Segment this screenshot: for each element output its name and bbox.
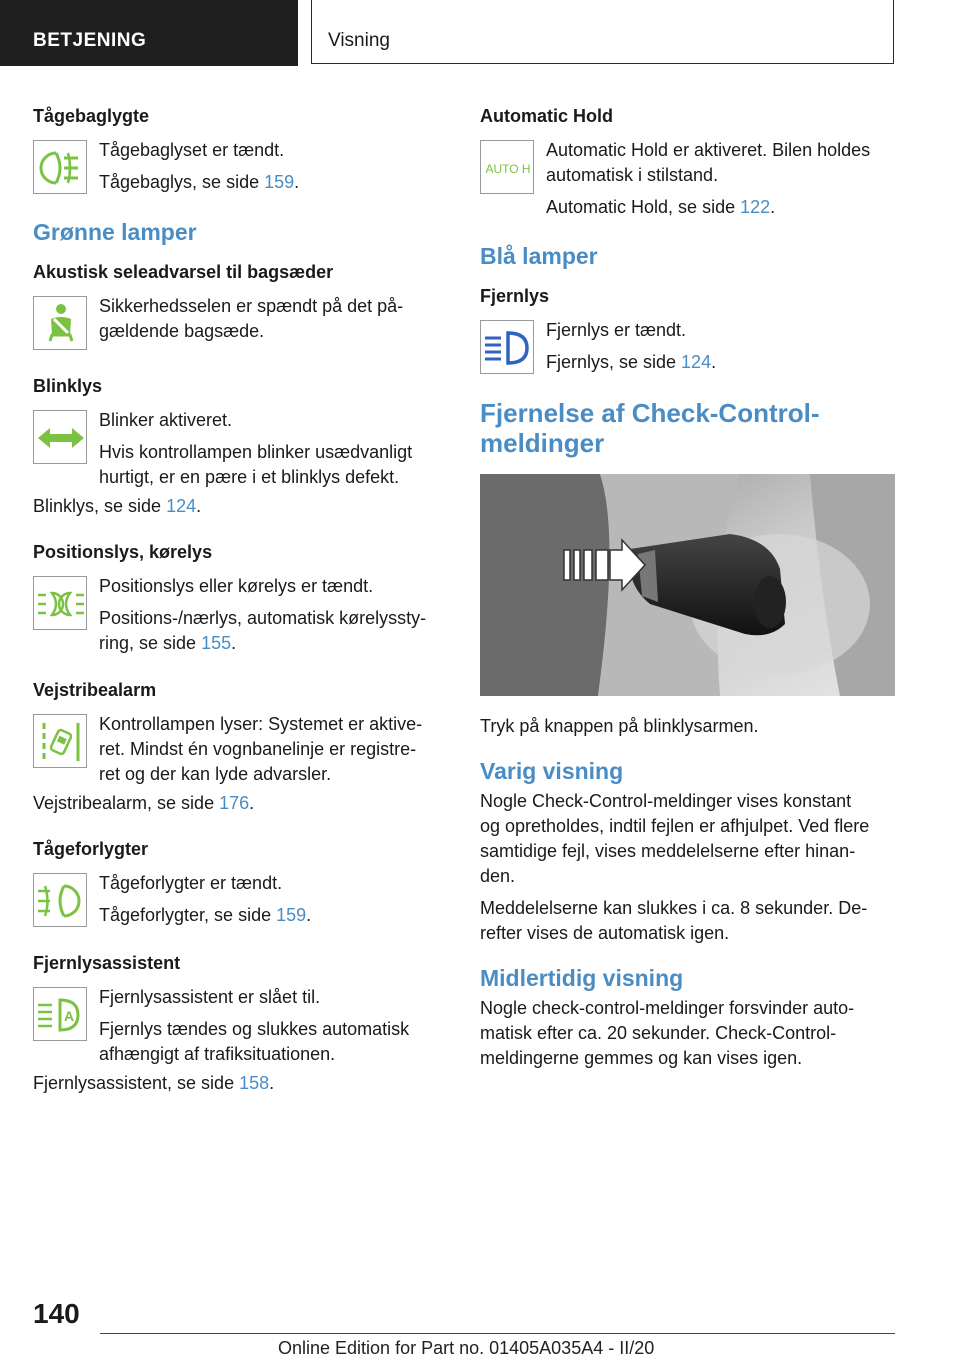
temporary-display-heading: Midlertidig visning <box>480 965 684 991</box>
permanent-display-heading: Varig visning <box>480 758 624 784</box>
page-link[interactable]: 159 <box>264 172 295 192</box>
blinker-ref: Blinklys, se side 124. <box>33 496 202 516</box>
autohold-ref: Automatic Hold, se side 122. <box>546 197 776 217</box>
page-link[interactable]: 176 <box>219 793 250 813</box>
autohold-line1: Automatic Hold er aktiveret. Bilen holdes <box>546 140 871 160</box>
page-header <box>0 0 960 66</box>
blinker-line3: hurtigt, er en pære i et blinklys defekt. <box>99 467 400 487</box>
position-line2: Positions-/nærlys, automatisk kørelyssty- <box>99 608 427 628</box>
highbeam-title: Fjernlys <box>480 286 550 306</box>
highbeam-line1: Fjernlys er tændt. <box>546 320 687 340</box>
lane-entry <box>33 712 445 787</box>
footer-divider <box>100 1333 895 1334</box>
check-control-removal-heading: Fjernelse af Check-Control- meldinger <box>480 398 820 458</box>
permanent-p1: Nogle Check-Control-meldinger vises konstant og opretholdes, indtil fejlen er afhjulpet. Ved flere samtidige fejl, vises meddelelserne efter hinan- den. <box>480 791 870 886</box>
front-fog-light-icon <box>33 873 87 927</box>
lane-title: Vejstribealarm <box>33 680 157 700</box>
green-lamps-heading: Grønne lamper <box>33 219 197 245</box>
high-beam-assist-icon <box>33 987 87 1041</box>
page-link[interactable]: 122 <box>740 197 771 217</box>
temporary-p1: Nogle check-control-meldinger forsvinder auto- matisk efter ca. 20 sekunder. Check-Control- meldingerne gemmes og kan vises igen. <box>480 998 855 1068</box>
position-ref: ring, se side 155. <box>99 633 237 653</box>
auto-hold-label: AUTO H <box>485 162 531 176</box>
fog-rear-title: Tågebaglygte <box>33 106 150 126</box>
autohold-title: Automatic Hold <box>480 106 613 126</box>
edition-note: Online Edition for Part no. 01405A035A4 - II/20 <box>278 1338 655 1358</box>
blue-lamps-heading: Blå lamper <box>480 243 598 269</box>
page-link[interactable]: 124 <box>681 352 712 372</box>
lane-line2: ret. Mindst én vognbanelinje er registre- <box>99 739 417 759</box>
seatbelt-icon <box>33 296 87 350</box>
right-column <box>480 104 896 1078</box>
seatbelt-entry <box>33 294 445 352</box>
highbeam-ref: Fjernlys, se side 124. <box>546 352 717 372</box>
high-beam-icon <box>480 320 534 374</box>
page-link[interactable]: 158 <box>239 1073 270 1093</box>
highbeam-assist-ref: Fjernlysassistent, se side 158. <box>33 1073 275 1093</box>
lane-line3: ret og der kan lyde advarsler. <box>99 764 332 784</box>
blinker-line2: Hvis kontrollampen blinker usædvanligt <box>99 442 413 462</box>
photo-caption: Tryk på knappen på blinklysarmen. <box>480 716 759 736</box>
fog-front-ref: Tågeforlygter, se side 159. <box>99 905 312 925</box>
permanent-p2: Meddelelserne kan slukkes i ca. 8 sekunder. De- refter vises de automatisk igen. <box>480 898 868 943</box>
section-tab <box>0 0 298 66</box>
fog-front-entry <box>33 871 445 929</box>
blinker-line1: Blinker aktiveret. <box>99 410 233 430</box>
highbeam-assist-entry <box>33 985 445 1067</box>
title-tab <box>311 0 894 64</box>
rear-fog-light-icon <box>33 140 87 194</box>
highbeam-assist-title: Fjernlysassistent <box>33 953 181 973</box>
fog-front-line1: Tågeforlygter er tændt. <box>99 873 283 893</box>
fog-rear-line1: Tågebaglyset er tændt. <box>99 140 285 160</box>
svg-text:A: A <box>64 1008 75 1024</box>
seatbelt-line1: Sikkerhedsselen er spændt på det på- <box>99 296 404 316</box>
section-label: BETJENING <box>33 30 147 51</box>
fog-front-title: Tågeforlygter <box>33 839 149 859</box>
position-line1: Positionslys eller kørelys er tændt. <box>99 576 374 596</box>
highbeam-assist-line3: afhængigt af trafiksituationen. <box>99 1044 336 1064</box>
position-title: Positionslys, kørelys <box>33 542 213 562</box>
auto-hold-icon <box>480 140 534 194</box>
lane-line1: Kontrollampen lyser: Systemet er aktive- <box>99 714 423 734</box>
lane-ref: Vejstribealarm, se side 176. <box>33 793 255 813</box>
turn-signal-icon <box>33 410 87 464</box>
turn-signal-stalk-photo <box>480 474 895 696</box>
autohold-line2: automatisk i stilstand. <box>546 165 719 185</box>
position-entry <box>33 574 445 656</box>
header-title: Visning <box>328 30 390 51</box>
seatbelt-title: Akustisk seleadvarsel til bagsæder <box>33 262 334 282</box>
page-link[interactable]: 155 <box>201 633 232 653</box>
highbeam-entry <box>480 318 896 376</box>
seatbelt-line2: gældende bagsæde. <box>99 321 265 341</box>
fog-rear-entry <box>33 138 445 196</box>
blinker-entry <box>33 408 445 490</box>
position-light-icon <box>33 576 87 630</box>
blinker-title: Blinklys <box>33 376 103 396</box>
left-column <box>33 104 445 1103</box>
highbeam-assist-line2: Fjernlys tændes og slukkes automatisk <box>99 1019 410 1039</box>
page-link[interactable]: 159 <box>276 905 307 925</box>
fog-rear-ref: Tågebaglys, se side 159. <box>99 172 300 192</box>
lane-departure-icon <box>33 714 87 768</box>
autohold-entry <box>480 138 896 220</box>
page-link[interactable]: 124 <box>166 496 197 516</box>
page-number: 140 <box>33 1298 80 1329</box>
highbeam-assist-line1: Fjernlysassistent er slået til. <box>99 987 321 1007</box>
